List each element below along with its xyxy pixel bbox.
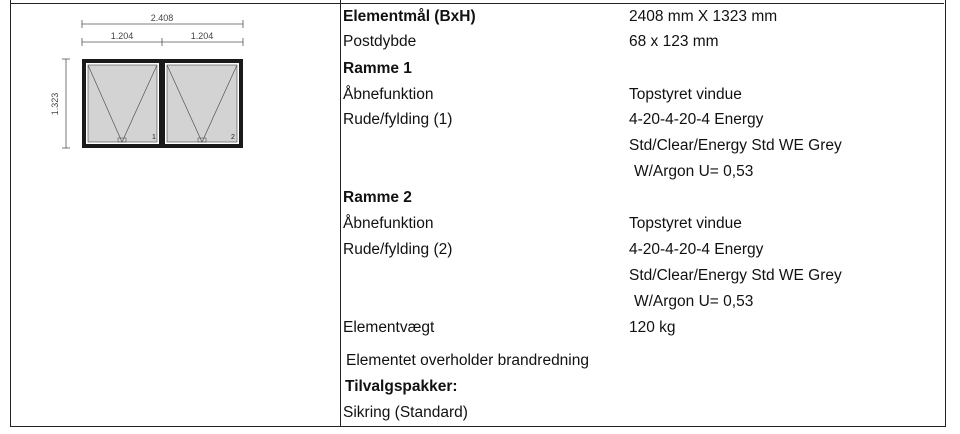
dimension-right-width: 1.204 (190, 31, 214, 41)
frame-2-glass-label: Rude/fylding (2) (343, 241, 453, 258)
frame-1-glass-value-line3: W/Argon U= 0,53 (634, 163, 754, 180)
frame-1-opening-value: Topstyret vindue (629, 86, 742, 103)
frame-1-opening-label: Åbnefunktion (343, 86, 434, 103)
element-size-label: Elementmål (BxH) (343, 8, 476, 25)
dimension-left-width: 1.204 (110, 31, 134, 41)
fire-escape-note: Elementet overholder brandredning (346, 352, 589, 369)
element-size-value: 2408 mm X 1323 mm (629, 8, 778, 25)
frame-2-glass-value-line2: Std/Clear/Energy Std WE Grey (629, 267, 842, 284)
post-depth-label: Postdybde (343, 33, 417, 50)
frame-2-heading: Ramme 2 (343, 189, 412, 206)
post-depth-value: 68 x 123 mm (629, 33, 719, 50)
frame-2-glass-value-line3: W/Argon U= 0,53 (634, 293, 754, 310)
window-elevation-drawing (40, 8, 270, 158)
frame-1-heading: Ramme 1 (343, 60, 412, 77)
dimension-height: 1.323 (50, 92, 60, 116)
dimension-total-width: 2.408 (150, 13, 174, 23)
addons-heading: Tilvalgspakker: (345, 378, 458, 395)
weight-label: Elementvægt (343, 319, 435, 336)
pane-2-label: 2 (231, 134, 235, 141)
addons-item: Sikring (Standard) (343, 404, 468, 421)
weight-value: 120 kg (629, 319, 676, 336)
frame-2-opening-value: Topstyret vindue (629, 215, 742, 232)
table-top-rule (10, 3, 944, 4)
column-divider (340, 0, 341, 426)
frame-2-glass-value-line1: 4-20-4-20-4 Energy (629, 241, 764, 258)
frame-1-glass-value-line1: 4-20-4-20-4 Energy (629, 111, 764, 128)
frame-1-glass-label: Rude/fylding (1) (343, 111, 453, 128)
frame-1-glass-value-line2: Std/Clear/Energy Std WE Grey (629, 137, 842, 154)
frame-2-opening-label: Åbnefunktion (343, 215, 434, 232)
pane-1-label: 1 (152, 134, 156, 141)
